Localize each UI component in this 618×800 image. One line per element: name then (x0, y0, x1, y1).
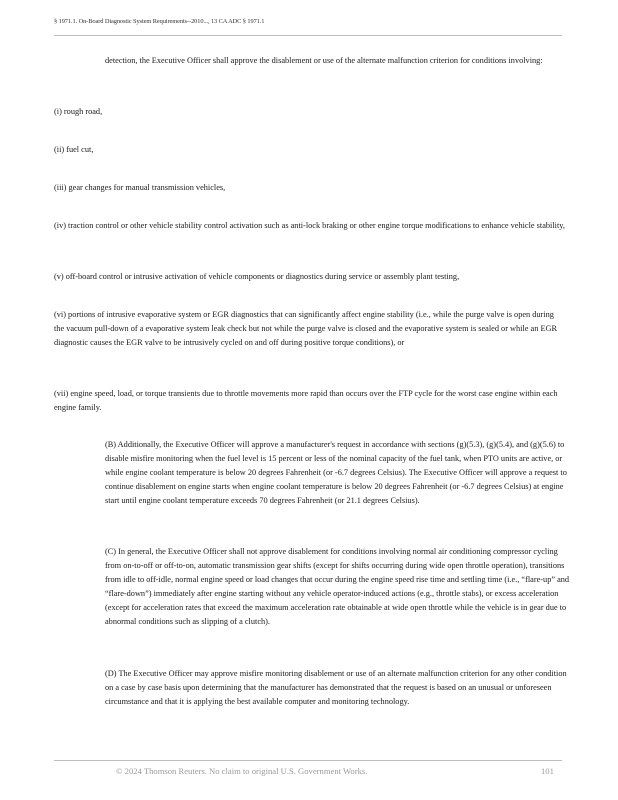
header-rule (54, 35, 562, 36)
paragraph-item-iii: (iii) gear changes for manual transmission vehicles, (54, 183, 226, 192)
page-number: 101 (541, 766, 554, 776)
paragraph-C: (C) In general, the Executive Officer shall not approve disablement for conditions involving normal air conditioning compressor cycling from on-to-off or off-to-on, automatic transmission gear shifts (except for shifts occurring during wide open throttle operation), transitions from idle to off-idle, normal engine speed or load changes that occur during the engine speed rise time and settling time (i.e., “flare-up” and “flare-down”) immediately after engine starting without any vehicle operator-induced actions (e.g., throttle stabs), or excess acceleration (except for acceleration rates that exceed the maximum acceleration rate obtainable at wide open throttle while the vehicle is in gear due to abnormal conditions such as slipping of a clutch). (105, 547, 570, 626)
footer-rule (54, 760, 562, 761)
paragraph-B: (B) Additionally, the Executive Officer will approve a manufacturer's request in accordance with sections (g)(5.3), (g)(5.4), and (g)(5.6) to disable misfire monitoring when the fuel level is 15 percent or less of the nominal capacity of the fuel tank, when PTO units are active, or while engine coolant temperature is below 20 degrees Fahrenheit (or -6.7 degrees Celsius). The Executive Officer will approve a request to continue disablement on engine starts when engine coolant temperature is below 20 degrees Fahrenheit (or -6.7 degrees Celsius) at engine start until engine coolant temperature exceeds 70 degrees Fahrenheit (or 21.1 degrees Celsius). (105, 440, 567, 505)
paragraph-intro: detection, the Executive Officer shall approve the disablement or use of the alternate malfunction criterion for conditions involving: (105, 56, 543, 65)
paragraph-item-iv: (iv) traction control or other vehicle stability control activation such as anti-lock braking or other engine torque modifications to enhance vehicle stability, (54, 221, 565, 230)
paragraph-item-vii: (vii) engine speed, load, or torque transients due to throttle movements more rapid than occurs over the FTP cycle for the worst case engine within each engine family. (54, 389, 558, 412)
paragraph-item-v: (v) off-board control or intrusive activation of vehicle components or diagnostics during service or assembly plant testing, (54, 272, 460, 281)
footer-copyright: © 2024 Thomson Reuters. No claim to original U.S. Government Works. (116, 766, 368, 776)
paragraph-D: (D) The Executive Officer may approve misfire monitoring disablement or use of an alternate malfunction criterion for any other condition on a case by case basis upon determining that the manufacturer has demonstrated that the request is based on an unusual or unforeseen circumstance and that it is applying the best available computer and monitoring technology. (105, 669, 567, 706)
paragraph-item-ii: (ii) fuel cut, (54, 145, 94, 154)
paragraph-item-i: (i) rough road, (54, 107, 103, 116)
running-header: § 1971.1. On-Board Diagnostic System Requirements--2010..., 13 CA ADC § 1971.1 (54, 18, 265, 25)
paragraph-item-vi: (vi) portions of intrusive evaporative system or EGR diagnostics that can significantly affect engine stability (i.e., while the purge valve is open during the vacuum pull-down of a evaporative system leak check but not while the purge valve is closed and the evaporative system is sealed or while an EGR diagnostic causes the EGR valve to be intrusively cycled on and off during positive torque conditions), or (54, 310, 558, 347)
